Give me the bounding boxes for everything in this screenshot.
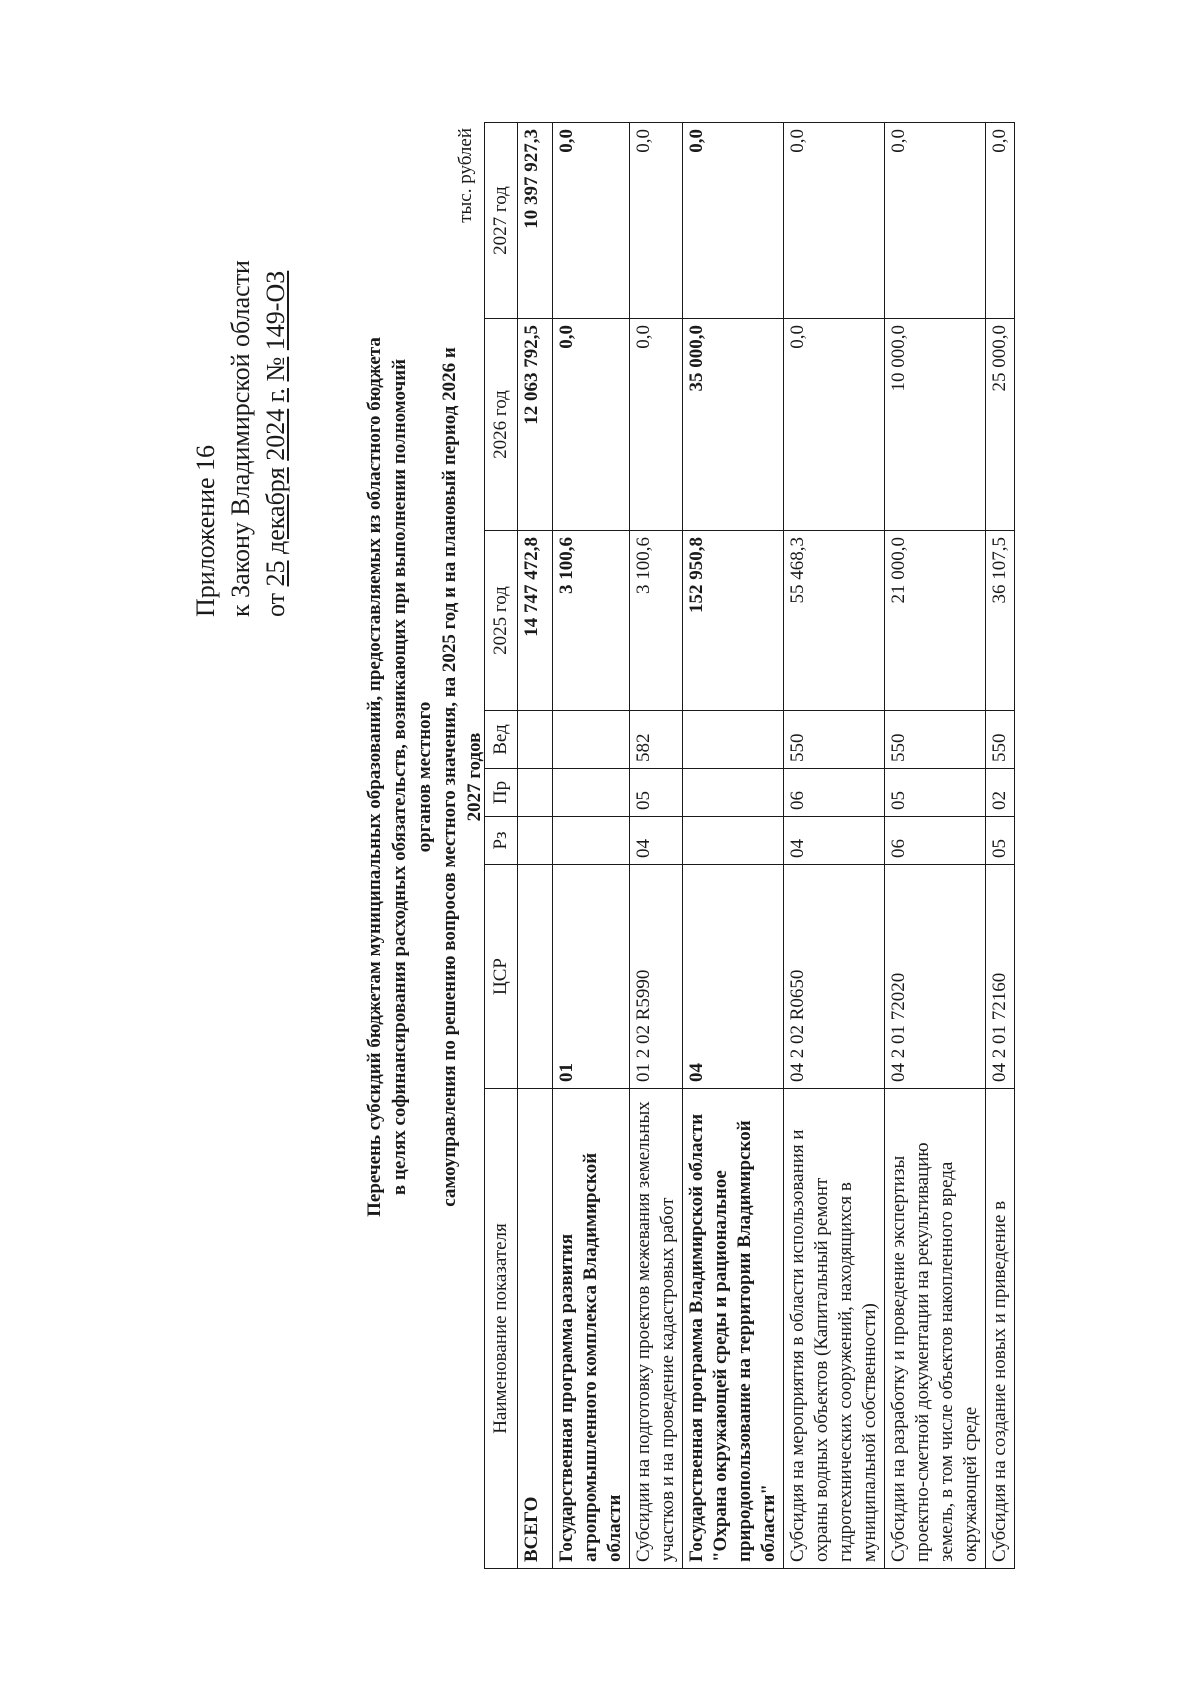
table-row: [986, 123, 1015, 1569]
cell-name: Субсидия на создание новых и приведение в: [986, 1089, 1015, 1569]
header-2025: 2025 год: [485, 531, 518, 711]
cell-2026: 0,0: [784, 319, 885, 531]
title-line-2: в целях софинансирования расходных обязательств, возникающих при выполнении полномочий органов местного: [389, 358, 435, 1196]
cell-name: Субсидия на мероприятия в области использования и охраны водных объектов (Капитальный ремонт гидротехнических сооружений, находящихся в муниципальной собственности): [784, 1089, 885, 1569]
cell-pr: 05: [885, 769, 986, 817]
cell-csr: 01 2 02 R5990: [630, 865, 683, 1089]
table-row: [630, 123, 683, 1569]
cell-name: Государственная программа развития агропромышленного комплекса Владимирской области: [553, 1089, 630, 1569]
cell-ved: 550: [784, 711, 885, 769]
cell-rz: [683, 817, 784, 865]
title-line-1: Перечень субсидий бюджетам муниципальных образований, предоставляемых из областного бюджета: [364, 337, 385, 1217]
cell-name: Субсидии на разработку и проведение экспертизы проектно-сметной документации на рекультивацию земель, в том числе объектов накопленного вреда окружающей среде: [885, 1089, 986, 1569]
unit-label: тыс. рублей: [455, 128, 476, 223]
cell-ved: 550: [885, 711, 986, 769]
table-row: [885, 123, 986, 1569]
cell-2026: 0,0: [630, 319, 683, 531]
table-row: [553, 123, 630, 1569]
cell-name: Субсидии на подготовку проектов межевания земельных участков и на проведение кадастровых работ: [630, 1089, 683, 1569]
cell-2027: 0,0: [683, 123, 784, 319]
appendix-number-sign: №: [261, 356, 290, 382]
header-pr: Пр: [485, 769, 518, 817]
cell-ved: [553, 711, 630, 769]
header-rz: Рз: [485, 817, 518, 865]
cell-rz: 04: [784, 817, 885, 865]
cell-2027: 0,0: [986, 123, 1015, 319]
cell-rz: [553, 817, 630, 865]
appendix-from-label: от: [261, 592, 290, 617]
cell-pr: [518, 769, 553, 817]
cell-pr: [553, 769, 630, 817]
cell-csr: 04 2 01 72020: [885, 865, 986, 1089]
cell-pr: 06: [784, 769, 885, 817]
cell-rz: 04: [630, 817, 683, 865]
appendix-year-suffix: г.: [261, 388, 290, 403]
appendix-number: Приложение 16: [191, 444, 220, 617]
cell-csr: 01: [553, 865, 630, 1089]
cell-ved: [518, 711, 553, 769]
cell-2027: 0,0: [630, 123, 683, 319]
cell-2027: 0,0: [885, 123, 986, 319]
cell-rz: 06: [885, 817, 986, 865]
cell-2026: 35 000,0: [683, 319, 784, 531]
cell-csr: 04 2 02 R0650: [784, 865, 885, 1089]
cell-2027: 0,0: [553, 123, 630, 319]
cell-rz: [518, 817, 553, 865]
table-header-row: [485, 123, 518, 1569]
cell-csr: 04 2 01 72160: [986, 865, 1015, 1089]
cell-2027: 0,0: [784, 123, 885, 319]
cell-2026: 25 000,0: [986, 319, 1015, 531]
cell-2025: 3 100,6: [630, 531, 683, 711]
cell-2025: 21 000,0: [885, 531, 986, 711]
cell-pr: [683, 769, 784, 817]
cell-name: Государственная программа Владимирской области "Охрана окружающей среды и рациональное природопользование на территории Владимирской области": [683, 1089, 784, 1569]
table-row: [784, 123, 885, 1569]
header-2027: 2027 год: [485, 123, 518, 319]
document-title: [362, 327, 487, 1227]
cell-pr: 02: [986, 769, 1015, 817]
table-row-total: [518, 123, 553, 1569]
title-line-3: самоуправления по решению вопросов местного значения, на 2025 год и на плановый период 2026 и 2027 годов: [439, 347, 485, 1207]
header-name: Наименование показателя: [485, 1089, 518, 1569]
appendix-year: 2024: [261, 408, 290, 461]
appendix-law-number: 149-ОЗ: [261, 270, 290, 351]
appendix-month: декабря: [261, 467, 290, 554]
appendix-date-line: [258, 260, 293, 617]
header-ved: Вед: [485, 711, 518, 769]
appendix-law-reference: к Закону Владимирской области: [226, 260, 255, 617]
cell-name: ВСЕГО: [518, 1089, 553, 1569]
cell-2026: 12 063 792,5: [518, 319, 553, 531]
cell-ved: 550: [986, 711, 1015, 769]
cell-pr: 05: [630, 769, 683, 817]
cell-2025: 55 468,3: [784, 531, 885, 711]
header-csr: ЦСР: [485, 865, 518, 1089]
table-row: [683, 123, 784, 1569]
cell-2025: 3 100,6: [553, 531, 630, 711]
subsidies-table: [484, 122, 1015, 1569]
cell-2027: 10 397 927,3: [518, 123, 553, 319]
header-2026: 2026 год: [485, 319, 518, 531]
cell-2025: 152 950,8: [683, 531, 784, 711]
cell-ved: 582: [630, 711, 683, 769]
cell-2026: 0,0: [553, 319, 630, 531]
cell-csr: [518, 865, 553, 1089]
cell-ved: [683, 711, 784, 769]
appendix-header: [188, 260, 293, 617]
cell-csr: 04: [683, 865, 784, 1089]
cell-rz: 05: [986, 817, 1015, 865]
cell-2025: 14 747 472,8: [518, 531, 553, 711]
appendix-day: 25: [261, 560, 290, 587]
cell-2025: 36 107,5: [986, 531, 1015, 711]
cell-2026: 10 000,0: [885, 319, 986, 531]
